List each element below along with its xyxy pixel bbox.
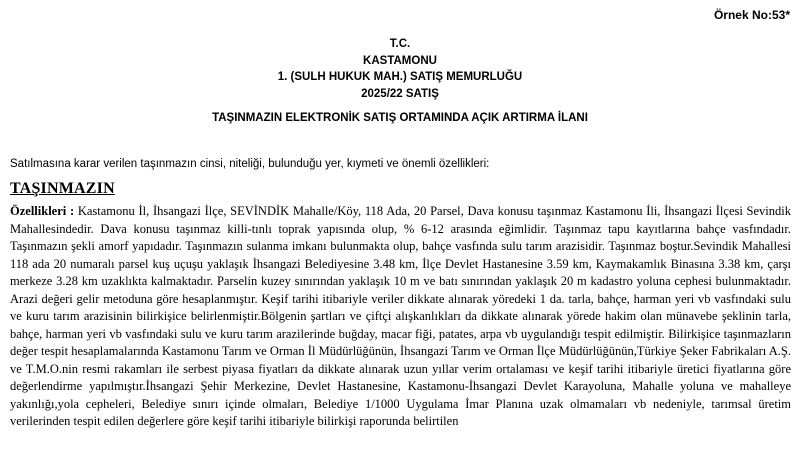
features-label: Özellikleri :: [10, 204, 75, 218]
announcement-title: TAŞINMAZIN ELEKTRONİK SATIŞ ORTAMINDA AÇIK ARTIRMA İLANI: [212, 112, 588, 124]
intro-text: Satılmasına karar verilen taşınmazın cinsi, niteliği, bulunduğu yer, kıymeti ve önemli özellikleri:: [10, 158, 490, 170]
header-case-number: 2025/22 SATIŞ: [361, 87, 439, 100]
header-office: 1. (SULH HUKUK MAH.) SATIŞ MEMURLUĞU: [277, 71, 523, 83]
section-title: TAŞINMAZIN: [10, 180, 115, 197]
sample-number: Örnek No:53*: [713, 8, 790, 22]
header-republic: T.C.: [389, 38, 411, 50]
document-header: [0, 36, 800, 102]
header-city: KASTAMONU: [363, 54, 437, 67]
property-features: [10, 203, 791, 431]
features-text: Kastamonu İl, İhsangazi İlçe, SEVİNDİK Mahalle/Köy, 118 Ada, 20 Parsel, Dava konusu taşınmaz Kastamonu İli, İhsangazi İlçesi Sevindik Mahallesindedir. Dava konusu taşınmaz killi-tınlı toprak yapısında olup, % 6-12 arasında eğimlidir. Taşınmaz tapu kayıtlarına bahçe vasfındadır. Taşınmazın şekli amorf yapıdadır. Taşınmazın sulanma imkanı bulunmakta olup, bahçe vasfında sulu tarım arazisidir. Taşınmaz boştur.Sevindik Mahallesi 118 ada 20 numaralı parsel kuş uçuşu yaklaşık İhsangazi Belediyesine 3.48 km, İlçe Devlet Hastanesine 3.59 km, Kaymakamlık Binasına 3.38 km, çarşı merkeze 3.28 km uzaklıkta kalmaktadır. Parselin kuzey sınırından yaklaşık 10 m ve batı sınırından yaklaşık 20 m kadastro yoluna cephesi bulunmaktadır. Arazi değeri gelir metoduna göre hesaplanmıştır. Keşif tarihi itibariyle veriler dikkate alınarak yöredeki 1 da. tarla, bahçe, harman yeri vb vasfındaki sulu ve kuru tarım arazisinin bilirkişice belirlenmiştir.Bölgenin şartları ve çiftçi alışkanlıkları da dikkate alınarak yörede hakim olan münavebe şeklinin tarla, bahçe, harman yeri vb vasfındaki sulu ve kuru tarım arazilerinde buğday, macar fiği, patates, arpa vb uygulandığı tespit edilmiştir. Bilirkişice taşınmazların değer tespit hesaplamalarında Kastamonu Tarım ve Orman İl Müdürlüğünün, İhsangazi Tarım ve Orman İlçe Müdürlüğünün,Türkiye Şeker Fabrikaları A.Ş. ve T.M.O.nin resmi rakamları ile serbest piyasa fiyatları da dikkate alınarak uzun yıllar verim ortalaması ve keşif tarihi itibariyle üretici fiyatlarına göre değerlendirme yapılmıştır.İhsangazi Şehir Merkezine, Devlet Hastanesine, Kastamonu-İhsangazi Devlet Karayoluna, Mahalle yoluna ve mahalleye yakınlığı,yola cepheleri, Belediye sınırı içinde olmaları, Belediye 1/1000 Uygulama İmar Planına uzak olmamaları vb nedeniyle, tarımsal üretim verilerinden tespit edilen değerlere göre keşif tarihi itibariyle bilirkişi raporunda belirtilen: [10, 204, 791, 428]
